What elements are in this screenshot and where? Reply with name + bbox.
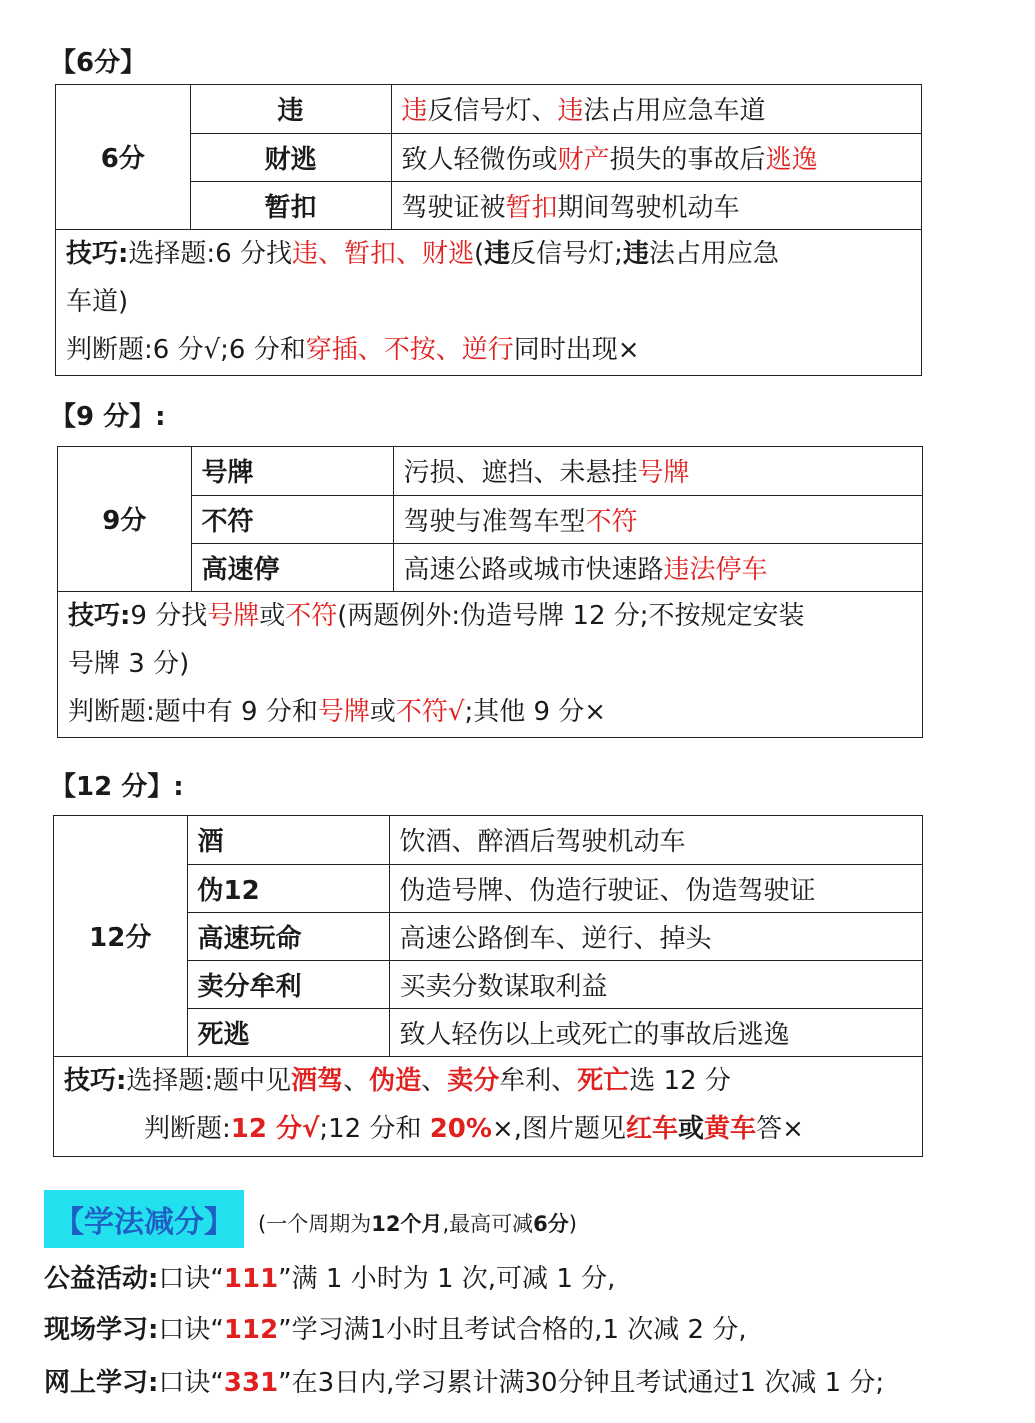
description-cell: 伪造号牌、伪造行驶证、伪造驾驶证 <box>389 864 922 912</box>
tips-9: 技巧:9 分找号牌或不符(两题例外:伪造号牌 12 分;不按规定安装 号牌 3 分) 判断题:题中有 9 分和号牌或不符√;其他 9 分× <box>68 600 805 727</box>
law-tag: 【学法减分】 <box>44 1190 244 1248</box>
table-6 <box>55 84 922 376</box>
keyword-cell: 暂扣 <box>190 181 391 229</box>
description-cell: 高速公路倒车、逆行、掉头 <box>389 912 922 960</box>
tips-6: 技巧:选择题:6 分找违、暂扣、财逃(违反信号灯;违法占用应急 车道) 判断题:6 分√;6 分和穿插、不按、逆行同时出现× <box>66 238 779 365</box>
description-cell: 买卖分数谋取利益 <box>389 960 922 1008</box>
tips-label: 技巧: <box>66 238 129 269</box>
table-row <box>54 816 922 864</box>
keyword-cell: 号牌 <box>191 447 393 495</box>
description-cell: 致人轻伤以上或死亡的事故后逃逸 <box>389 1008 922 1056</box>
table-row <box>58 447 922 495</box>
section-heading-9: 【9 分】: <box>50 402 166 432</box>
law-note: (一个周期为12个月,最高可减6分) <box>258 1212 577 1236</box>
keyword-cell: 酒 <box>187 816 389 864</box>
score-cell: 9分 <box>58 447 191 591</box>
section-heading-12: 【12 分】: <box>50 772 184 802</box>
score-cell: 6分 <box>56 85 190 229</box>
tips-12: 技巧:选择题:题中见酒驾、伪造、卖分牟利、死亡选 12 分 判断题:12 分√;12 分和 20%×,图片题见红车或黄车答× <box>64 1065 804 1144</box>
keyword-cell: 死逃 <box>187 1008 389 1056</box>
description-cell: 违反信号灯、违法占用应急车道 <box>391 85 921 133</box>
score-cell: 12分 <box>54 816 187 1056</box>
keyword-cell: 伪12 <box>187 864 389 912</box>
description-cell: 高速公路或城市快速路违法停车 <box>393 543 922 591</box>
keyword-cell: 高速玩命 <box>187 912 389 960</box>
keyword-cell: 不符 <box>191 495 393 543</box>
description-cell: 饮酒、醉酒后驾驶机动车 <box>389 816 922 864</box>
description-cell: 驾驶与准驾车型不符 <box>393 495 922 543</box>
table-row <box>56 85 921 133</box>
description-cell: 致人轻微伤或财产损失的事故后逃逸 <box>391 133 921 181</box>
section-heading-6: 【6分】 <box>50 48 147 78</box>
law-item: 网上学习:口诀“331”在3日内,学习累计满30分钟且考试通过1 次减 1 分; <box>44 1368 885 1398</box>
law-item: 公益活动:口诀“111”满 1 小时为 1 次,可减 1 分, <box>44 1264 616 1294</box>
description-cell: 驾驶证被暂扣期间驾驶机动车 <box>391 181 921 229</box>
keyword-cell: 高速停 <box>191 543 393 591</box>
keyword-cell: 财逃 <box>190 133 391 181</box>
tips-label: 技巧: <box>64 1065 127 1096</box>
keyword-cell: 违 <box>190 85 391 133</box>
table-9 <box>57 446 923 738</box>
law-item: 现场学习:口诀“112”学习满1小时且考试合格的,1 次减 2 分, <box>44 1315 747 1345</box>
keyword-cell: 卖分牟利 <box>187 960 389 1008</box>
description-cell: 污损、遮挡、未悬挂号牌 <box>393 447 922 495</box>
table-12 <box>53 815 923 1157</box>
tips-label: 技巧: <box>68 600 131 631</box>
